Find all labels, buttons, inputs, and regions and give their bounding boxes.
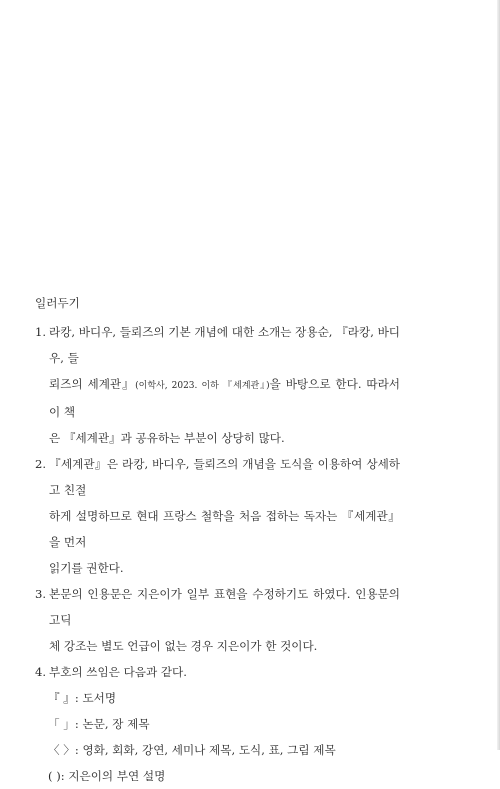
note-item-1 — [35, 319, 400, 451]
note-line-part: 을 바탕으로 한다. 따라서 이 책 — [49, 377, 400, 419]
note-line: 체 강조는 별도 언급이 없는 경우 지은이가 한 것이다. — [49, 639, 318, 653]
notes-title: 일러두기 — [35, 296, 80, 310]
symbol-mark: ( ) — [48, 769, 61, 783]
note-text — [49, 659, 400, 685]
note-text — [49, 451, 400, 581]
symbol-list — [48, 685, 400, 789]
symbol-desc: : 지은이의 부연 설명 — [60, 769, 166, 783]
symbol-desc: : 도서명 — [74, 691, 117, 705]
symbol-row — [48, 763, 400, 789]
note-text — [49, 581, 400, 659]
note-line: 『세계관』은 라캉, 바디우, 들뢰즈의 개념을 도식을 이용하여 상세하고 친절 — [49, 457, 400, 497]
note-number: 1. — [35, 325, 47, 339]
note-item-3 — [35, 581, 400, 659]
symbol-desc: : 논문, 장 제목 — [74, 717, 150, 731]
note-line: 부호의 쓰임은 다음과 같다. — [49, 665, 187, 679]
editorial-notes — [35, 293, 400, 789]
note-line — [49, 371, 400, 425]
symbol-desc: : 영화, 회화, 강연, 세미나 제목, 도식, 표, 그림 제목 — [74, 743, 336, 757]
symbol-mark: 〈 〉 — [48, 743, 75, 757]
note-line: 하게 설명하므로 현대 프랑스 철학을 처음 접하는 독자는 『세계관』을 먼저 — [49, 509, 400, 549]
note-item-4 — [35, 659, 400, 685]
note-line: 본문의 인용문은 지은이가 일부 표현을 수정하기도 하였다. 인용문의 고딕 — [49, 587, 400, 627]
note-line-part: 뢰즈의 세계관』 — [49, 377, 136, 391]
symbol-row — [48, 685, 400, 711]
note-line: 읽기를 권한다. — [49, 561, 124, 575]
symbol-row — [48, 711, 400, 737]
note-number: 2. — [35, 457, 47, 471]
note-number: 4. — [35, 665, 47, 679]
note-line-small: (이학사, 2023. 이하 『세계관』) — [135, 381, 270, 391]
note-line: 라캉, 바디우, 들뢰즈의 기본 개념에 대한 소개는 장용순, 『라캉, 바디우, 들 — [49, 325, 400, 365]
note-line: 은 『세계관』과 공유하는 부분이 상당히 많다. — [49, 431, 285, 445]
note-item-2 — [35, 451, 400, 581]
note-text — [49, 319, 400, 451]
symbol-row — [48, 737, 400, 763]
symbol-mark: 「 」 — [48, 717, 75, 731]
symbol-mark: 『 』 — [48, 691, 75, 705]
note-number: 3. — [35, 587, 47, 601]
